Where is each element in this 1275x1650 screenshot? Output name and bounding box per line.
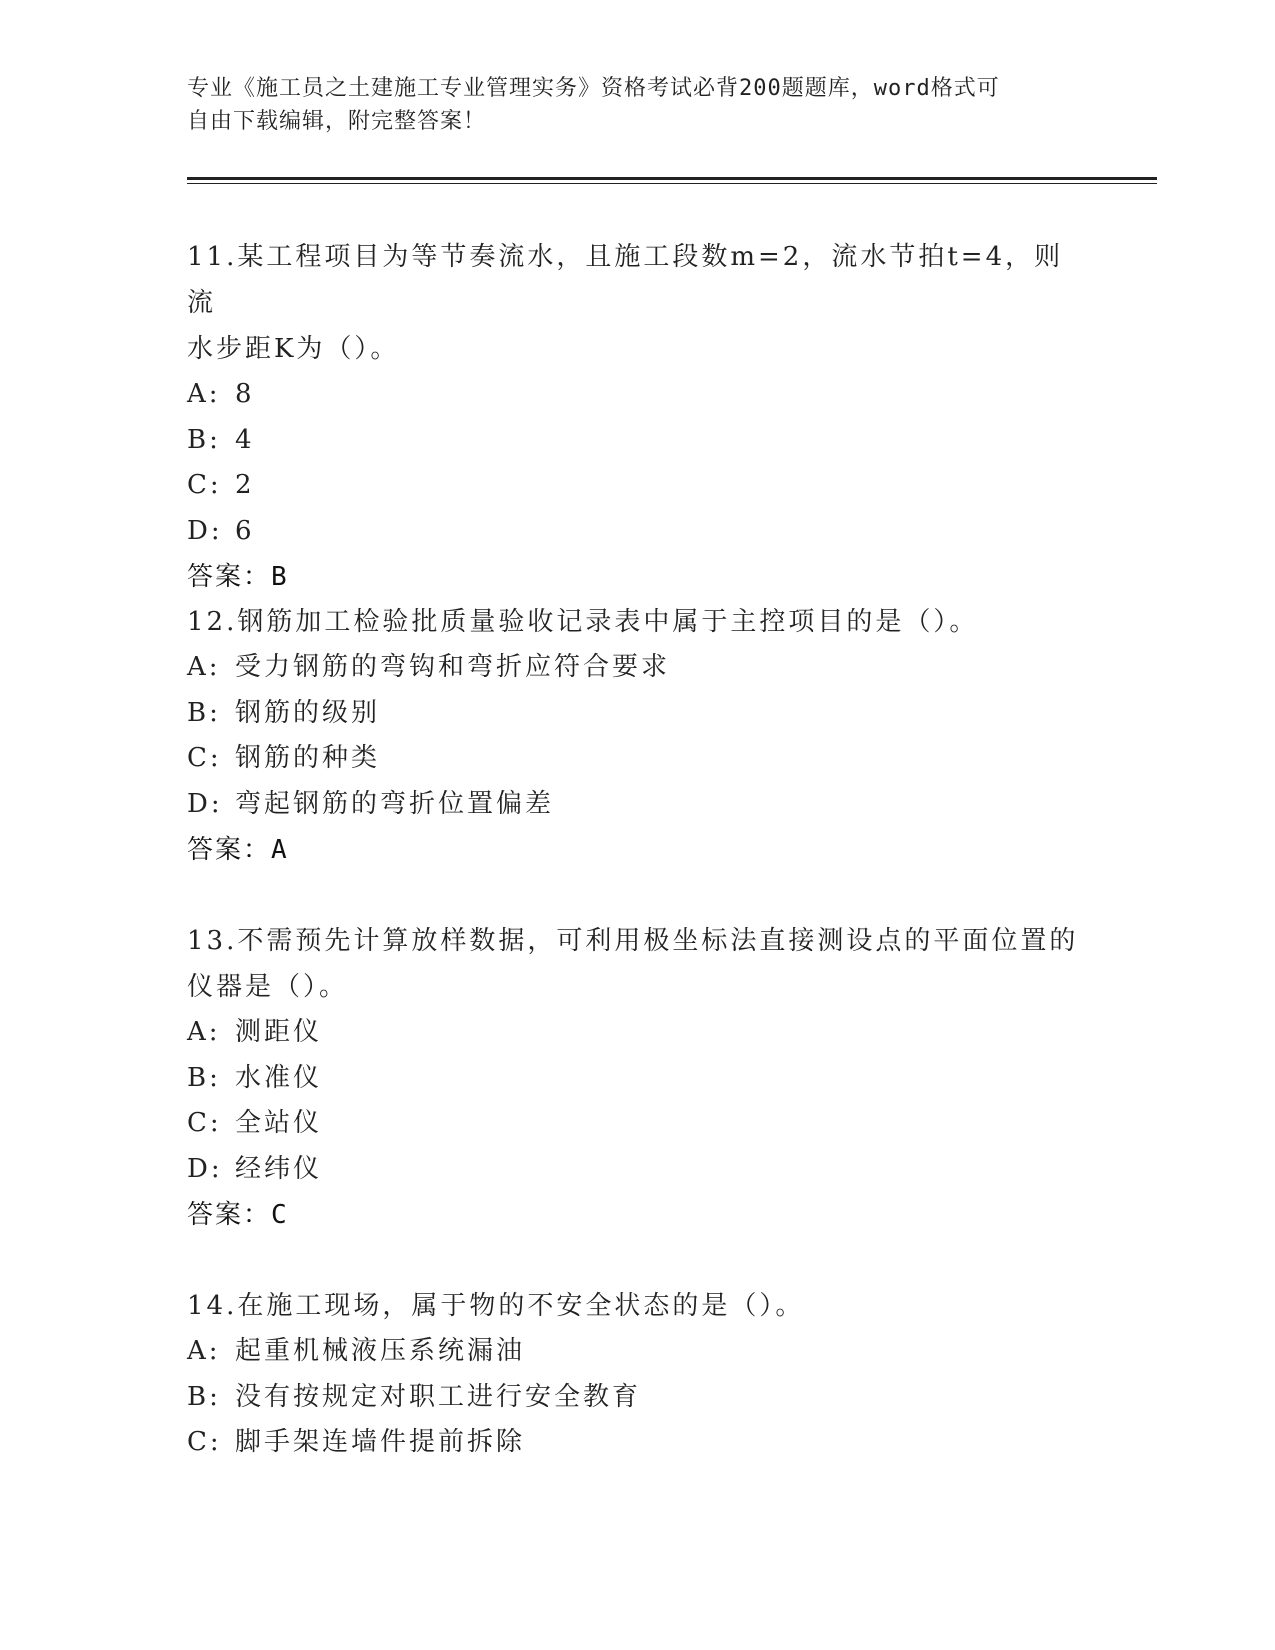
option-d (187, 1147, 1087, 1193)
option-key: B: (187, 1062, 221, 1093)
option-text: 钢筋的种类 (235, 743, 381, 773)
question-stem-line-1: 11.某工程项目为等节奏流水，且施工段数m=2，流水节拍t=4，则流 (187, 242, 1064, 318)
option-text: 经纬仪 (235, 1153, 323, 1184)
question-stem-line-1: 14.在施工现场，属于物的不安全状态的是（）。 (187, 1291, 805, 1321)
option-text: 弯起钢筋的弯折位置偏差 (235, 788, 555, 819)
option-text: 全站仪 (235, 1108, 323, 1138)
question-stem-line-2: 仪器是（）。 (187, 972, 349, 1002)
question-13 (187, 918, 1087, 1238)
option-text: 钢筋的级别 (235, 697, 381, 728)
option-text: 测距仪 (235, 1017, 323, 1047)
option-key: B: (187, 424, 221, 455)
option-text: 水准仪 (235, 1062, 323, 1093)
option-b (187, 418, 1087, 464)
option-text: 8 (235, 379, 255, 409)
document-header (187, 72, 1067, 138)
option-text: 4 (235, 424, 255, 455)
option-text: 脚手架连墙件提前拆除 (235, 1427, 526, 1457)
header-line-1: 专业《施工员之土建施工专业管理实务》资格考试必背200题题库，word格式可 (187, 76, 1000, 101)
option-a (187, 1329, 1087, 1375)
answer-line: 答案：A (187, 835, 289, 865)
option-key: A: (187, 652, 221, 682)
option-key: A: (187, 1017, 221, 1047)
option-d (187, 782, 1087, 828)
option-c (187, 1101, 1087, 1147)
question-stem-line-2: 水步距K为（）。 (187, 334, 400, 364)
answer-line: 答案：B (187, 562, 289, 592)
option-key: A: (187, 1336, 221, 1366)
question-stem-line-1: 13.不需预先计算放样数据，可利用极坐标法直接测设点的平面位置的 (187, 926, 1079, 956)
answer-line: 答案：C (187, 1200, 289, 1230)
option-text: 起重机械液压系统漏油 (235, 1336, 526, 1366)
option-key: B: (187, 1381, 221, 1412)
option-c (187, 1420, 1087, 1466)
option-a (187, 645, 1087, 691)
question-stem-line-1: 12.钢筋加工检验批质量验收记录表中属于主控项目的是（）。 (187, 607, 979, 637)
header-line-2: 自由下载编辑，附完整答案！ (187, 109, 487, 134)
option-key: C: (187, 1108, 222, 1138)
option-a (187, 372, 1087, 418)
header-rule-thick (187, 177, 1157, 180)
option-text: 2 (235, 470, 255, 500)
option-b (187, 1056, 1087, 1102)
option-a (187, 1010, 1087, 1056)
option-key: C: (187, 1427, 222, 1457)
option-c (187, 463, 1087, 509)
option-key: D: (187, 515, 223, 546)
option-text: 没有按规定对职工进行安全教育 (235, 1381, 642, 1412)
option-text: 6 (235, 515, 255, 546)
option-key: A: (187, 379, 221, 409)
option-key: D: (187, 1153, 223, 1184)
option-c (187, 736, 1087, 782)
option-text: 受力钢筋的弯钩和弯折应符合要求 (235, 652, 671, 682)
question-14 (187, 1283, 1087, 1466)
option-key: C: (187, 470, 222, 500)
question-11 (187, 234, 1087, 600)
option-b (187, 691, 1087, 737)
header-rule-thin (187, 183, 1157, 184)
option-d (187, 509, 1087, 555)
option-key: B: (187, 697, 221, 728)
option-b (187, 1375, 1087, 1421)
option-key: D: (187, 788, 223, 819)
question-12 (187, 599, 1087, 873)
option-key: C: (187, 743, 222, 773)
